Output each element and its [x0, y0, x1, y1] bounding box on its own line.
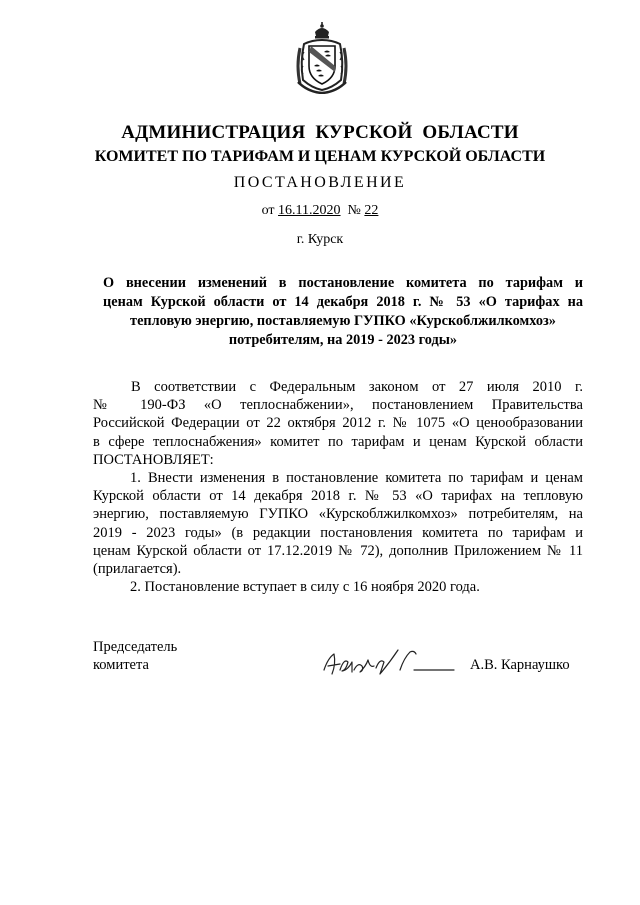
preamble-line: ПОСТАНОВЛЯЕТ: — [93, 451, 214, 468]
subject-line: потребителям, на 2019 - 2023 годы» — [228, 332, 458, 348]
position-line: комитета — [93, 657, 149, 673]
subject-line: тепловую энергию, поставляемую ГУПКО «Курскоблжилкомхоз» — [130, 313, 556, 329]
signatory-position — [93, 638, 177, 674]
item1-line: Курской области от 14 декабря 2018 г. № 53 «О тарифах на тепловую — [93, 488, 583, 505]
document-dateline — [0, 203, 640, 219]
item1-line: энергию, поставляемую ГУПКО «Курскоблжилкомхоз» потребителям, на — [93, 506, 583, 523]
position-line: Председатель — [93, 639, 178, 655]
document-city: г. Курск — [296, 232, 344, 247]
subject-line: О внесении изменений в постановление комитета по тарифам и — [103, 275, 583, 291]
administration-title: АДМИНИСТРАЦИЯ КУРСКОЙ ОБЛАСТИ — [121, 122, 519, 143]
document-body — [93, 378, 583, 596]
item1-line: 1. Внести изменения в постановление комитета по тарифам и ценам — [130, 470, 583, 487]
document-type: ПОСТАНОВЛЕНИЕ — [233, 174, 407, 191]
item1-line: 2019 - 2023 годы» (в редакции постановления комитета по тарифам и — [93, 524, 583, 541]
document-subject — [103, 274, 583, 350]
preamble-line: № 190-ФЗ «О теплоснабжении», постановлением Правительства — [93, 397, 583, 414]
coat-of-arms-icon — [294, 22, 350, 94]
document-number: 22 — [364, 203, 379, 218]
dateline-prefix: от — [261, 203, 275, 218]
signatory-name: А.В. Карнаушко — [470, 657, 570, 673]
subject-line: ценам Курской области от 14 декабря 2018 г. № 53 «О тарифах на — [103, 294, 583, 310]
item2-line: 2. Постановление вступает в силу с 16 ноября 2020 года. — [130, 579, 480, 596]
handwritten-signature-icon — [318, 640, 458, 682]
item1-line: (прилагается). — [93, 561, 182, 578]
committee-title: КОМИТЕТ ПО ТАРИФАМ И ЦЕНАМ КУРСКОЙ ОБЛАСТИ — [94, 148, 546, 165]
item1-line: ценам Курской области от 17.12.2019 № 72), дополнив Приложением № 11 — [93, 542, 583, 559]
preamble-line: Российской Федерации от 22 октября 2012 г. № 1075 «О ценообразовании — [93, 415, 583, 432]
document-date: 16.11.2020 — [278, 203, 341, 218]
number-sign: № — [347, 203, 361, 218]
preamble-line: в сфере теплоснабжения» комитет по тарифам и ценам Курской области — [93, 433, 583, 450]
preamble-line: В соответствии с Федеральным законом от 27 июля 2010 г. — [131, 379, 583, 395]
